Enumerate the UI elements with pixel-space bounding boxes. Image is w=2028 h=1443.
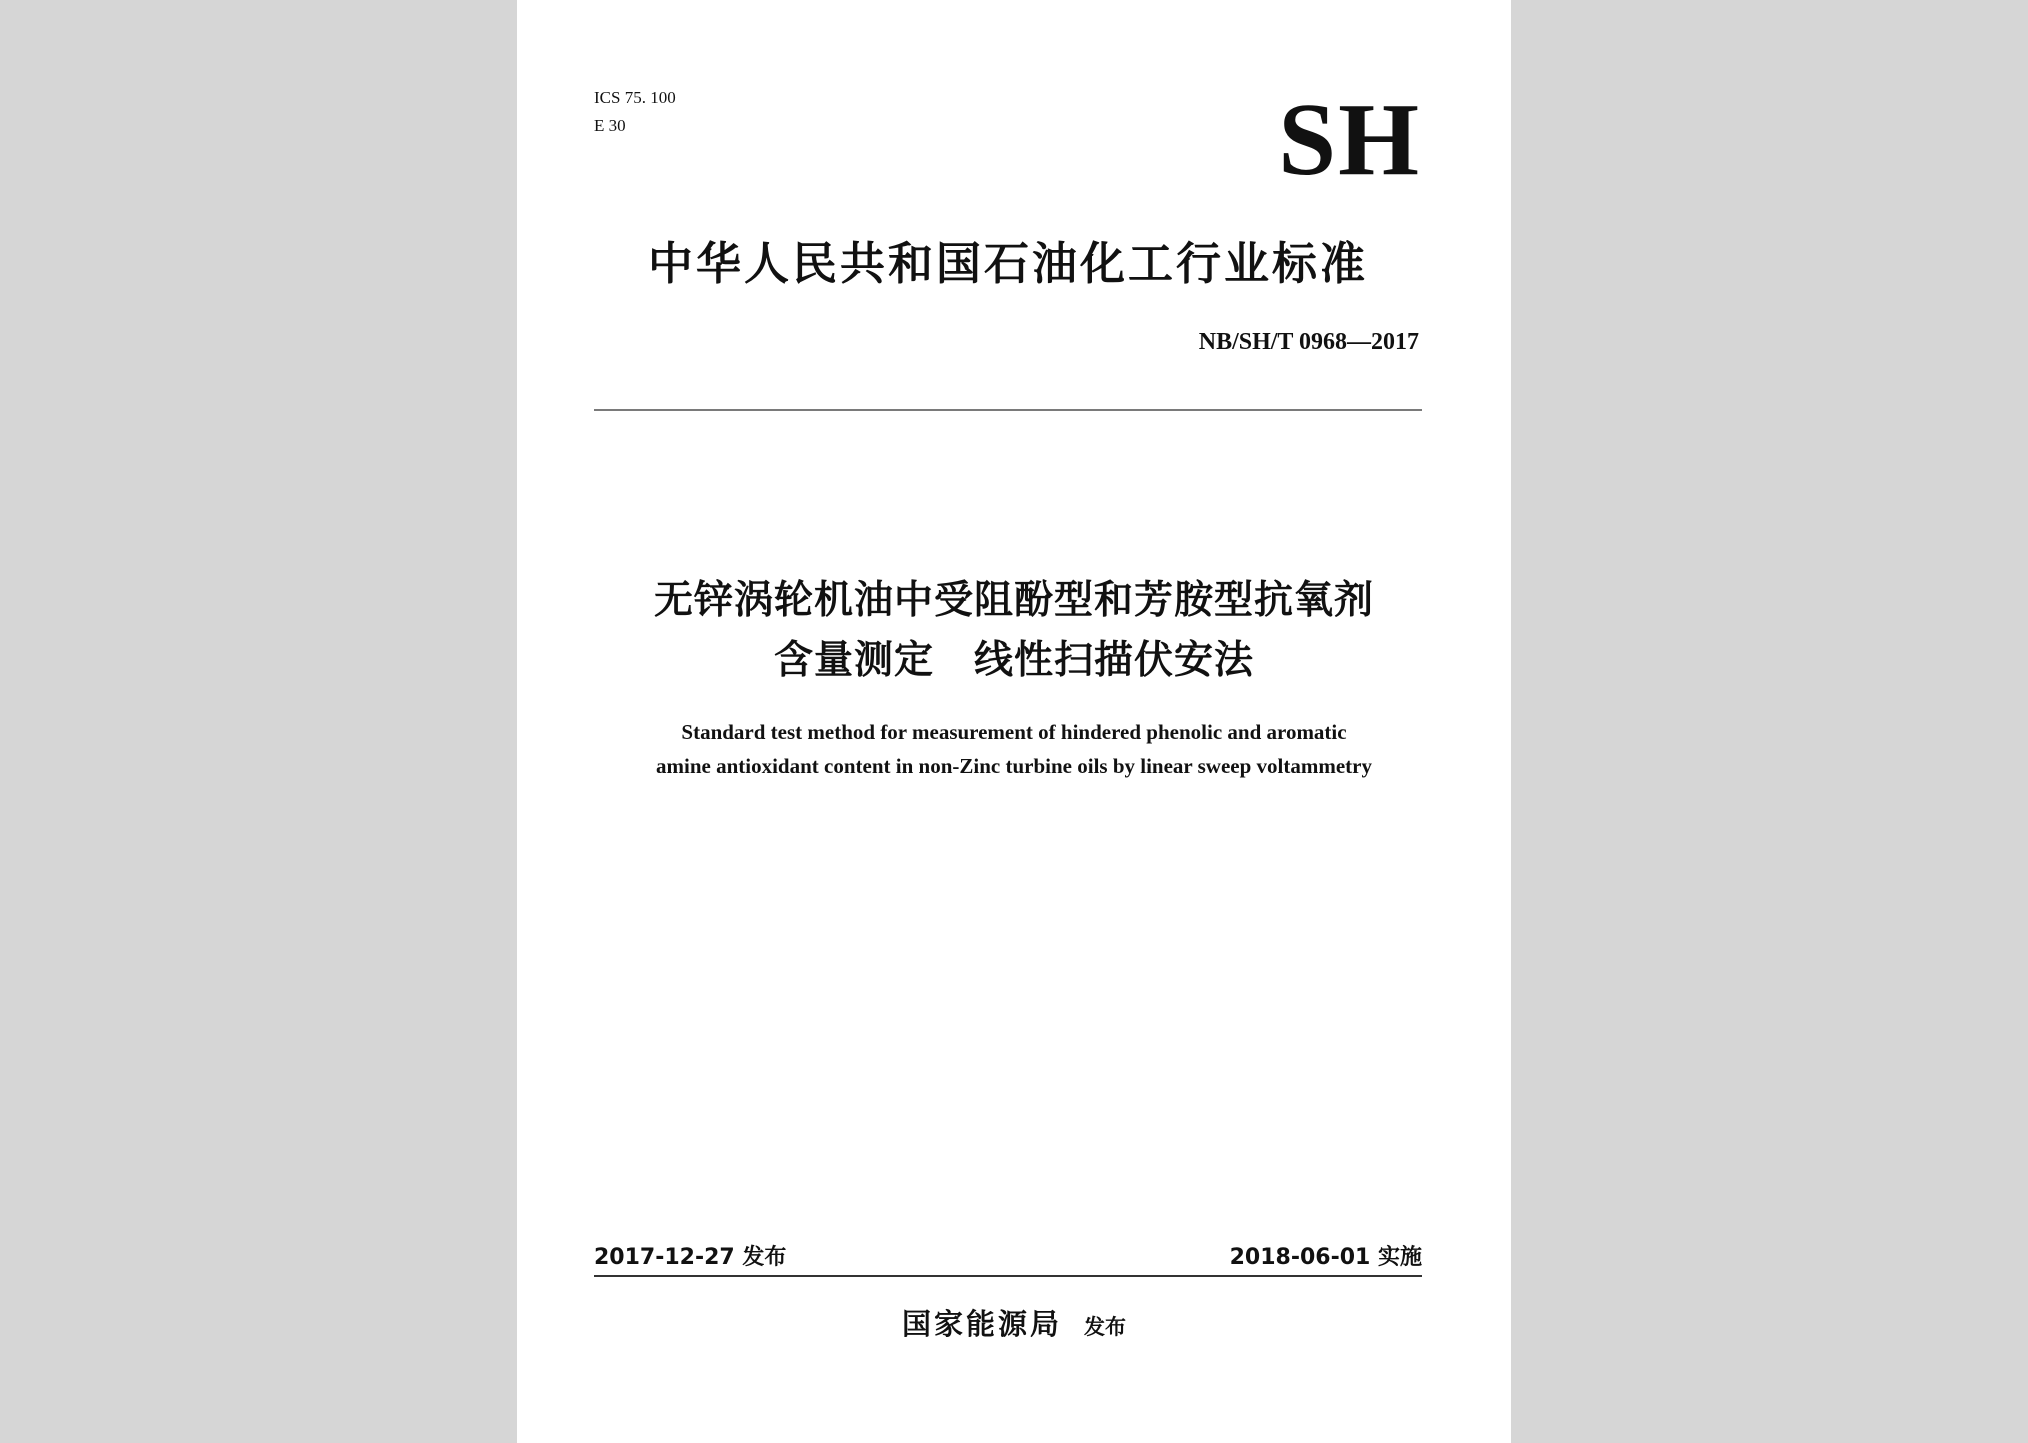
publisher-name: 国家能源局 xyxy=(901,1307,1062,1341)
sh-logo: SH xyxy=(1278,82,1421,197)
classification-code: E 30 xyxy=(594,116,626,135)
english-title-line-2: amine antioxidant content in non-Zinc turbine oils by linear sweep voltammetry xyxy=(656,754,1372,778)
footer-divider xyxy=(594,1275,1422,1277)
header-divider xyxy=(594,409,1422,411)
standard-category-title: 中华人民共和国石油化工行业标准 xyxy=(647,237,1368,290)
english-title-line-1: Standard test method for measurement of hindered phenolic and aromatic xyxy=(681,720,1347,744)
standard-number: NB/SH/T 0968—2017 xyxy=(1198,329,1419,355)
issue-date: 2017-12-27 发布 xyxy=(594,1245,787,1270)
chinese-title-line-2: 含量测定 线性扫描伏安法 xyxy=(773,638,1254,683)
chinese-title-line-1: 无锌涡轮机油中受阻酚型和芳胺型抗氧剂 xyxy=(653,578,1374,623)
ics-code: ICS 75. 100 xyxy=(594,88,676,107)
publisher-line xyxy=(517,1306,1511,1345)
publisher-action: 发布 xyxy=(1084,1315,1126,1339)
document-cover-page xyxy=(517,0,1511,1443)
implementation-date: 2018-06-01 实施 xyxy=(1229,1245,1422,1270)
